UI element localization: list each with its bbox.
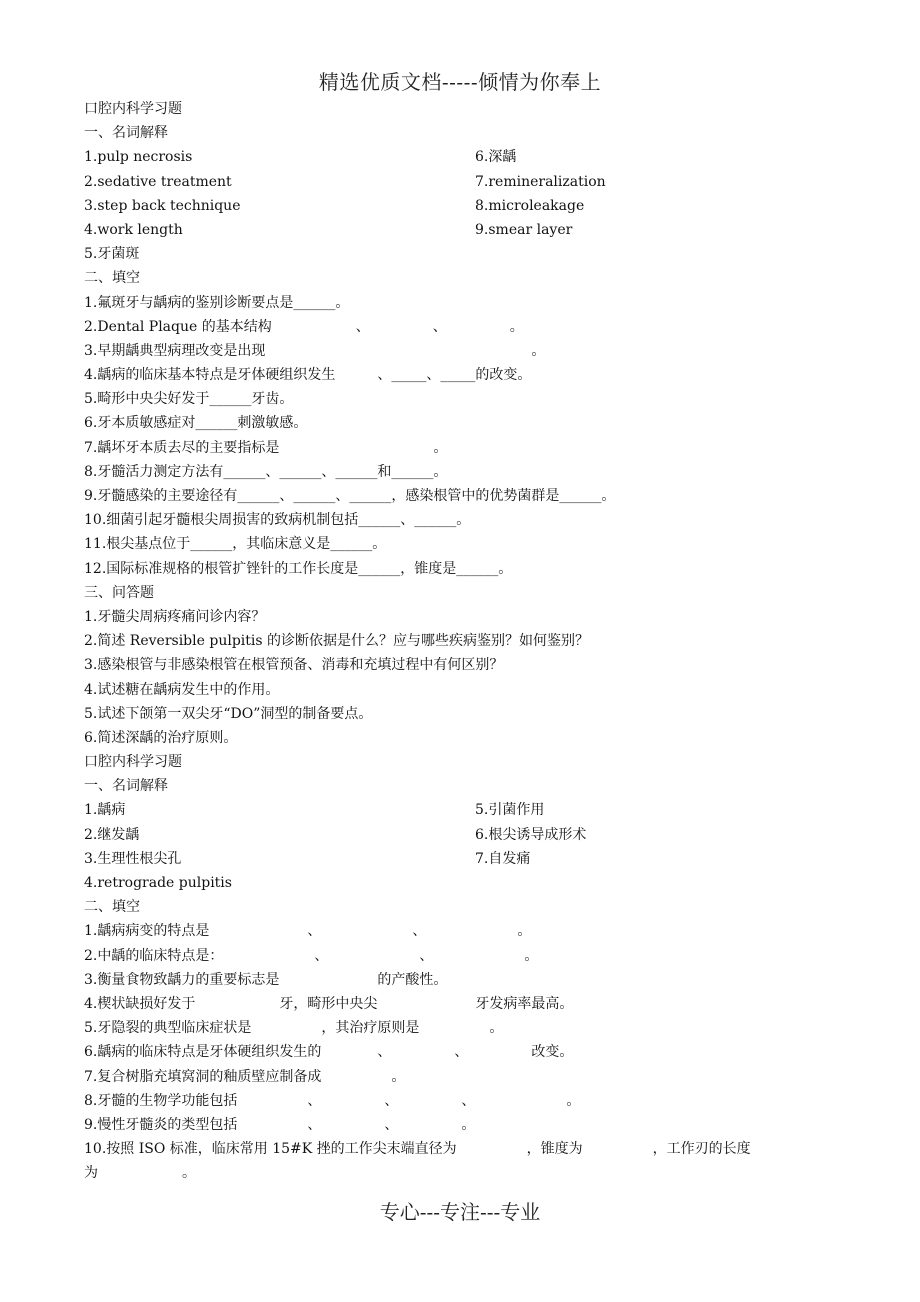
fill-item: 10.细菌引起牙髓根尖周损害的致病机制包括______、______。 (84, 512, 471, 529)
term: 2.sedative treatment (84, 173, 232, 190)
question-item: 4.试述糖在龋病发生中的作用。 (84, 681, 280, 698)
fill-item: 7.龋坏牙本质去尽的主要指标是 。 (84, 439, 448, 456)
term: 3.step back technique (84, 197, 241, 214)
fill-item: 4.龋病的临床基本特点是牙体硬组织发生 、_____、_____的改变。 (84, 367, 532, 384)
term: 6.根尖诱导成形术 (475, 826, 587, 843)
question-item: 3.感染根管与非感染根管在根管预备、消毒和充填过程中有何区别？ (84, 657, 504, 674)
term: 1.龋病 (84, 802, 126, 819)
heading-definitions: 一、名词解释 (84, 125, 168, 142)
fill-item: 8.牙髓的生物学功能包括 、 、 、 。 (84, 1092, 581, 1109)
section-title: 口腔内科学习题 (84, 101, 182, 117)
term: 8.microleakage (475, 197, 585, 214)
fill-item: 11.根尖基点位于______，其临床意义是______。 (84, 536, 387, 553)
fill-item: 2.Dental Plaque 的基本结构 、 、 。 (84, 318, 524, 335)
term-row (84, 145, 844, 169)
heading-definitions: 一、名词解释 (84, 778, 168, 795)
question-item: 2.简述 Reversible pulpitis 的诊断依据是什么？应与哪些疾病鉴别？如何鉴别？ (84, 633, 589, 650)
fill-item: 3.衡量食物致龋力的重要标志是 的产酸性。 (84, 971, 448, 988)
term: 3.生理性根尖孔 (84, 850, 182, 867)
term: 5.引菌作用 (475, 802, 545, 819)
fill-item: 8.牙髓活力测定方法有______、______、______和______。 (84, 463, 448, 480)
term: 2.继发龋 (84, 826, 140, 843)
document-body (84, 97, 844, 1185)
heading-fill-blank: 二、填空 (84, 270, 140, 287)
question-item: 1.牙髓尖周病疼痛问诊内容？ (84, 608, 266, 625)
term: 6.深龋 (475, 149, 517, 166)
fill-item: 5.牙隐裂的典型临床症状是 ，其治疗原则是 。 (84, 1020, 504, 1037)
term: 7.自发痛 (475, 850, 531, 867)
heading-fill-blank: 二、填空 (84, 899, 140, 916)
page-header: 精选优质文档-----倾情为你奉上 (318, 70, 602, 94)
heading-questions: 三、问答题 (84, 584, 154, 601)
term-row (84, 798, 844, 822)
fill-item: 1.龋病病变的特点是 、 、 。 (84, 923, 532, 940)
page-footer: 专心---专注---专业 (379, 1200, 541, 1224)
fill-item: 3.早期龋典型病理改变是出现 。 (84, 342, 546, 359)
fill-item: 2.中龋的临床特点是： 、 、 。 (84, 947, 539, 964)
term: 4.work length (84, 221, 183, 238)
term-row (84, 847, 844, 871)
fill-item: 7.复合树脂充填窝洞的釉质壁应制备成 。 (84, 1068, 406, 1085)
fill-item: 5.畸形中央尖好发于______牙齿。 (84, 391, 294, 408)
term-row (84, 194, 844, 218)
term-row (84, 218, 844, 242)
fill-item: 4.楔状缺损好发于 牙，畸形中央尖 牙发病率最高。 (84, 995, 574, 1012)
fill-item: 6.龋病的临床特点是牙体硬组织发生的 、 、 改变。 (84, 1044, 574, 1061)
term: 7.remineralization (475, 173, 606, 190)
term: 1.pulp necrosis (84, 149, 193, 166)
question-item: 5.试述下颌第一双尖牙“DO”洞型的制备要点。 (84, 705, 373, 722)
fill-item: 1.氟斑牙与龋病的鉴别诊断要点是______。 (84, 294, 350, 311)
fill-item: 10.按照 ISO 标准，临床常用 15#K 挫的工作尖末端直径为 ，锥度为 ，工作刃的长度为 。 (84, 1141, 751, 1182)
term-row (84, 170, 844, 194)
section-title: 口腔内科学习题 (84, 754, 182, 771)
fill-item: 9.慢性牙髓炎的类型包括 、 、 。 (84, 1116, 476, 1133)
fill-item: 12.国际标准规格的根管扩锉针的工作长度是______，锥度是______。 (84, 560, 513, 577)
term: 9.smear layer (475, 221, 573, 238)
question-item: 6.简述深龋的治疗原则。 (84, 729, 238, 746)
term: 5.牙菌斑 (84, 246, 140, 263)
term: 4.retrograde pulpitis (84, 875, 232, 891)
term-row (84, 823, 844, 847)
fill-item: 6.牙本质敏感症对______刺激敏感。 (84, 415, 308, 432)
fill-item: 9.牙髓感染的主要途径有______、______、______，感染根管中的优势菌群是______。 (84, 488, 616, 504)
